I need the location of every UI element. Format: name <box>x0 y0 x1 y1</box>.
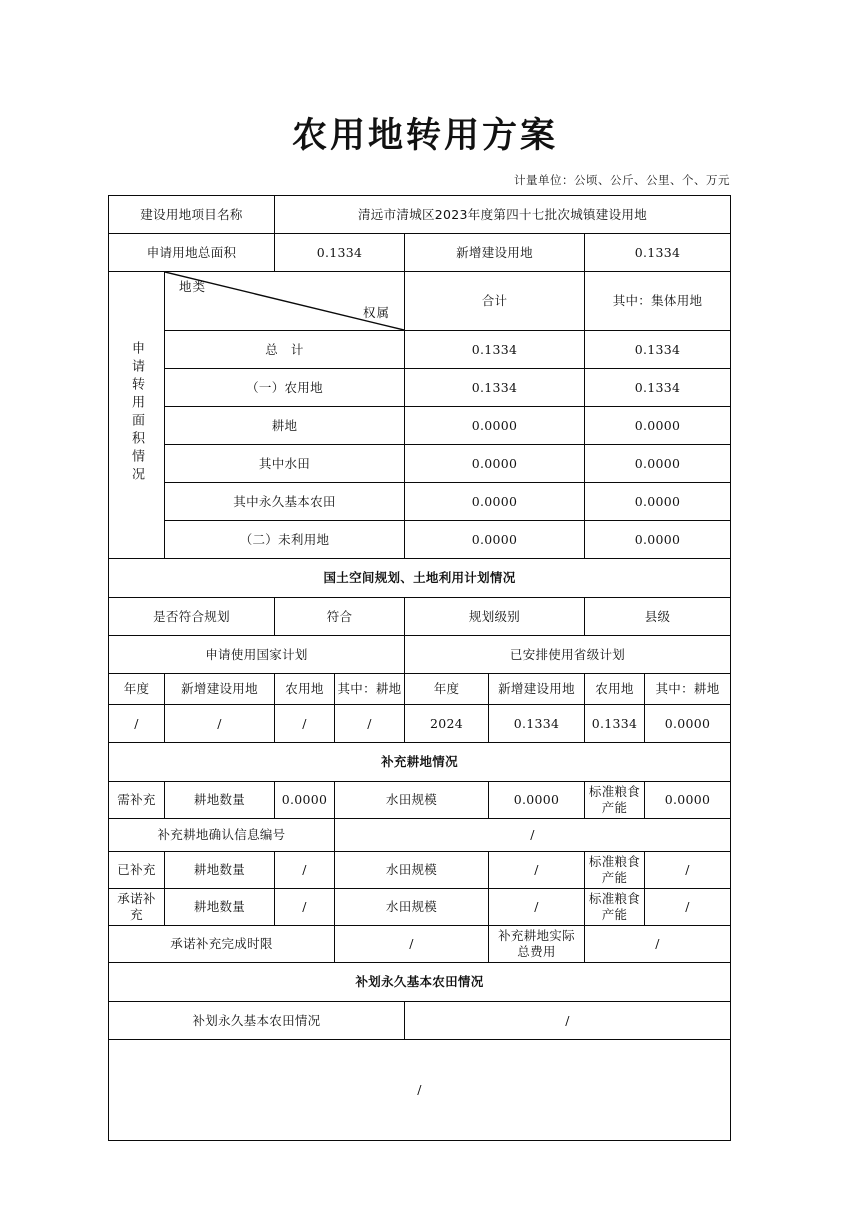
table-row-confirm-number <box>109 819 731 852</box>
table-row-plan-groups <box>109 636 731 674</box>
landtype-total-0: 0.1334 <box>405 331 585 369</box>
actual-cost-label-line1: 补充耕地实际 <box>498 928 575 944</box>
promised-paddy-label: 水田规模 <box>335 889 489 926</box>
table-row <box>109 331 731 369</box>
table-row-basic-farmland-title <box>109 963 731 1002</box>
conform-value: 符合 <box>275 598 405 636</box>
landtype-total-1: 0.1334 <box>405 369 585 407</box>
plan-val-2: / <box>275 705 335 743</box>
table-row-total-area <box>109 234 731 272</box>
done-capacity-label <box>585 852 645 889</box>
table-row-notes-area <box>109 1040 731 1141</box>
landtype-collective-0: 0.1334 <box>585 331 731 369</box>
done-capacity-value: / <box>645 852 731 889</box>
confirm-number-label: 补充耕地确认信息编号 <box>109 819 335 852</box>
notes-area-value: / <box>109 1040 731 1141</box>
table-row <box>109 521 731 559</box>
table-row <box>109 407 731 445</box>
table-row-landtype-header <box>109 272 731 331</box>
plan-val-4: 2024 <box>405 705 489 743</box>
landtype-collective-1: 0.1334 <box>585 369 731 407</box>
plan-val-5: 0.1334 <box>489 705 585 743</box>
landtype-label-1: （一）农用地 <box>165 369 405 407</box>
actual-cost-label-line2: 总费用 <box>517 944 556 959</box>
landtype-collective-5: 0.0000 <box>585 521 731 559</box>
need-paddy-label: 水田规模 <box>335 782 489 819</box>
plan-val-0: / <box>109 705 165 743</box>
plan-col-4: 年度 <box>405 674 489 705</box>
ownership-label: 权属 <box>362 305 390 321</box>
agricultural-land-conversion-table <box>108 195 730 1141</box>
promised-capacity-label-line2: 产能 <box>601 907 628 922</box>
promised-capacity-label <box>585 889 645 926</box>
plan-val-1: / <box>165 705 275 743</box>
new-construction-value: 0.1334 <box>585 234 731 272</box>
landtype-label-3: 其中水田 <box>165 445 405 483</box>
done-farmland-label: 耕地数量 <box>165 852 275 889</box>
done-paddy-value: / <box>489 852 585 889</box>
table-row-deadline <box>109 926 731 963</box>
promised-row-label: 承诺补充 <box>109 889 165 926</box>
promised-farmland-label: 耕地数量 <box>165 889 275 926</box>
done-row-label: 已补充 <box>109 852 165 889</box>
table-row <box>109 369 731 407</box>
table-row-basic-farmland <box>109 1002 731 1040</box>
table-row-promised-supplement <box>109 889 731 926</box>
basic-farmland-row-value: / <box>405 1002 731 1040</box>
landtype-collective-4: 0.0000 <box>585 483 731 521</box>
landtype-label: 地类 <box>179 279 207 294</box>
supplement-section-title: 补充耕地情况 <box>109 743 731 782</box>
table-row-plan-columns <box>109 674 731 705</box>
need-capacity-label <box>585 782 645 819</box>
planning-level-label: 规划级别 <box>405 598 585 636</box>
promised-paddy-value: / <box>489 889 585 926</box>
new-construction-label: 新增建设用地 <box>405 234 585 272</box>
table-row-plan-values <box>109 705 731 743</box>
confirm-number-value: / <box>335 819 731 852</box>
provincial-plan-header: 已安排使用省级计划 <box>405 636 731 674</box>
conversion-side-label-text: 申请转用面积情况 <box>129 341 144 486</box>
landtype-label-0: 总 计 <box>165 331 405 369</box>
actual-cost-label <box>489 926 585 963</box>
deadline-value: / <box>335 926 489 963</box>
landtype-total-4: 0.0000 <box>405 483 585 521</box>
landtype-label-2: 耕地 <box>165 407 405 445</box>
plan-col-3: 其中：耕地 <box>335 674 405 705</box>
done-paddy-label: 水田规模 <box>335 852 489 889</box>
planning-level-value: 县级 <box>585 598 731 636</box>
plan-col-7: 其中：耕地 <box>645 674 731 705</box>
plan-val-7: 0.0000 <box>645 705 731 743</box>
national-plan-header: 申请使用国家计划 <box>109 636 405 674</box>
plan-col-1: 新增建设用地 <box>165 674 275 705</box>
conform-label: 是否符合规划 <box>109 598 275 636</box>
plan-col-6: 农用地 <box>585 674 645 705</box>
table-row-supplement-title <box>109 743 731 782</box>
promised-capacity-value: / <box>645 889 731 926</box>
total-area-label: 申请用地总面积 <box>109 234 275 272</box>
done-farmland-value: / <box>275 852 335 889</box>
landtype-label-4: 其中永久基本农田 <box>165 483 405 521</box>
column-header-total: 合计 <box>405 272 585 331</box>
landtype-collective-2: 0.0000 <box>585 407 731 445</box>
promised-capacity-label-line1: 标准粮食 <box>588 891 641 907</box>
landtype-ownership-diagonal-header <box>165 272 405 331</box>
planning-section-title: 国土空间规划、土地利用计划情况 <box>109 559 731 598</box>
table-row-conform <box>109 598 731 636</box>
need-farmland-label: 耕地数量 <box>165 782 275 819</box>
landtype-total-3: 0.0000 <box>405 445 585 483</box>
plan-val-3: / <box>335 705 405 743</box>
measurement-unit-note: 计量单位：公顷、公斤、公里、个、万元 <box>514 173 730 187</box>
promised-farmland-value: / <box>275 889 335 926</box>
table-row-need-supplement <box>109 782 731 819</box>
done-capacity-label-line1: 标准粮食 <box>588 854 641 870</box>
landtype-label-5: （二）未利用地 <box>165 521 405 559</box>
landtype-total-2: 0.0000 <box>405 407 585 445</box>
landtype-total-5: 0.0000 <box>405 521 585 559</box>
need-capacity-label-line2: 产能 <box>601 800 628 815</box>
plan-val-6: 0.1334 <box>585 705 645 743</box>
total-area-value: 0.1334 <box>275 234 405 272</box>
plan-col-5: 新增建设用地 <box>489 674 585 705</box>
deadline-label: 承诺补充完成时限 <box>109 926 335 963</box>
plan-col-0: 年度 <box>109 674 165 705</box>
done-capacity-label-line2: 产能 <box>601 870 628 885</box>
column-header-collective: 其中：集体用地 <box>585 272 731 331</box>
basic-farmland-section-title: 补划永久基本农田情况 <box>109 963 731 1002</box>
table-row <box>109 483 731 521</box>
table-row-project-name <box>109 196 731 234</box>
page-title: 农用地转用方案 <box>291 115 558 156</box>
conversion-side-label <box>109 272 165 559</box>
project-name-value: 清远市清城区2023年度第四十七批次城镇建设用地 <box>275 196 731 234</box>
need-capacity-value: 0.0000 <box>645 782 731 819</box>
table-row <box>109 445 731 483</box>
landtype-collective-3: 0.0000 <box>585 445 731 483</box>
need-capacity-label-line1: 标准粮食 <box>588 784 641 800</box>
plan-col-2: 农用地 <box>275 674 335 705</box>
need-paddy-value: 0.0000 <box>489 782 585 819</box>
table-row-planning-title <box>109 559 731 598</box>
need-farmland-value: 0.0000 <box>275 782 335 819</box>
project-name-label: 建设用地项目名称 <box>109 196 275 234</box>
need-row-label: 需补充 <box>109 782 165 819</box>
table-row-done-supplement <box>109 852 731 889</box>
basic-farmland-row-label: 补划永久基本农田情况 <box>109 1002 405 1040</box>
actual-cost-value: / <box>585 926 731 963</box>
